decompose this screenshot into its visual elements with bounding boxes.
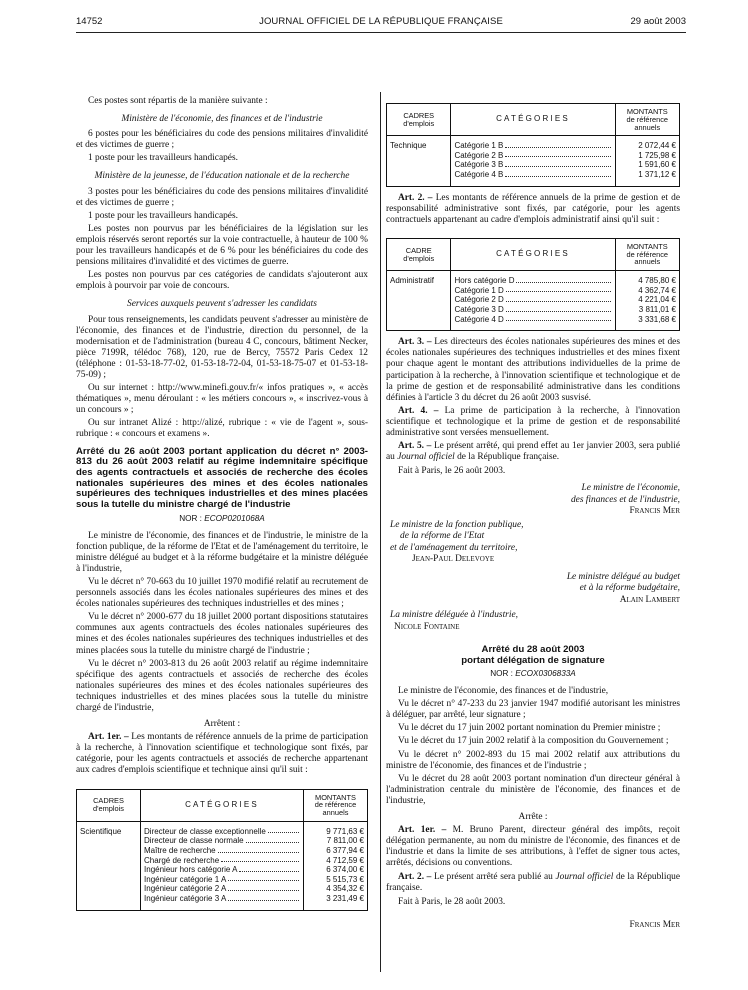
article-2-label: Art. 2. – [398,192,433,203]
article-1-label: Art. 1er. – [88,732,129,743]
info-paragraph: Pour tous renseignements, les candidats peuvent s'adresser au ministère de l'économie, des finances et de l'industrie, direction du personnel, de la modernisation et de l'administration (bureau 4 C, concours, bâtiment Necker, pièce 7199R, télédoc 768), 120, rue de Bercy, 75572 Paris Cedex 12 (téléphone : 01-53-18-77-02, 01-53-18-72-04, 01-53-18-75-07 et 01-53-18-75-09) ; [76,314,368,380]
article-5 [386,441,680,463]
signature-title: Le ministre de la fonction publique, [390,519,524,530]
table-row: Ingénieur catégorie 3 A [144,894,300,904]
table-row: Hors catégorie D [454,276,611,286]
youth-posts-1: 3 postes pour les bénéficiaires du code des pensions militaires d'invalidité et des victimes de guerre ; [76,186,368,208]
cadre-cell: Scientifique [77,821,141,910]
signature-title: La ministre déléguée à l'industrie, [390,610,518,621]
amount-value: 7 811,00 € [326,836,364,846]
article-5-text-b: de la République française. [457,452,560,463]
table-row: Catégorie 3 D [454,305,611,315]
article-text: Le présent arrêté sera publié au [434,871,553,882]
col-header-categories: CATÉGORIES [451,238,615,270]
vu-2-3: Vu le décret du 17 juin 2002 relatif à la composition du Gouvernement ; [398,736,669,747]
amount-value: 6 374,00 € [326,865,364,875]
ministry-heading-youth: Ministère de la jeunesse, de l'éducation nationale et de la recherche [94,171,350,182]
decree-2-title-line: portant délégation de signature [461,654,605,666]
amount-value: 4 354,32 € [326,884,364,894]
amount-value: 4 785,80 € [638,276,676,286]
table-row: Maître de recherche [144,846,300,856]
table-row: Ingénieur hors catégorie A [144,865,300,875]
intranet-paragraph: Ou sur intranet Alizé : http://alizé, rubrique : « vie de l'agent », sous-rubrique : « concours et examens ». [76,418,368,440]
issue-date: 29 août 2003 [630,16,686,27]
arrete-label: Arrête : [518,812,548,823]
col-header-cadres: CADRES d'emplois [77,789,141,821]
signed-at: Fait à Paris, le 26 août 2003. [398,466,506,477]
article-text: M. Bruno Parent, directeur général des impôts, reçoit délégation permanente, au nom du ministre de l'économie, des finances et de l'industrie et dans la limite de ses attributions, à l'effet de signer tous actes, arrêtés, décisions ou conventions. [386,825,681,869]
table-row: Catégorie 1 D [454,286,611,296]
table-row: Ingénieur catégorie 1 A [144,875,300,885]
vu-2-4: Vu le décret n° 2002-893 du 15 mai 2002 relatif aux attributions du ministre de l'économie, des finances et de l'industrie ; [386,749,680,771]
amount-value: 6 377,94 € [326,846,364,856]
signature-name: Jean-Paul Delevoye [412,554,495,565]
article-label: Art. 1er. – [398,825,447,836]
nor-code: ECOP0201068A [204,513,265,523]
amount-value: 3 231,49 € [326,894,364,904]
amount-value: 1 725,98 € [638,150,676,160]
youth-posts-2: 1 poste pour les travailleurs handicapés. [88,210,238,221]
table-row: Catégorie 2 B [454,151,611,161]
intro-paragraph: Ces postes sont répartis de la manière suivante : [88,96,268,106]
decree-2-article-2 [386,872,680,894]
signature-block-3 [386,572,680,606]
page-number: 14752 [76,16,103,27]
signed-at-2: Fait à Paris, le 28 août 2003. [398,896,506,907]
table-row: Catégorie 4 B [454,170,611,180]
cadre-cell: Technique [387,136,451,186]
article-5-text-a: Le présent arrêté, qui prend effet au 1er janvier 2003, sera publié au [386,441,680,463]
amount-value: 4 221,04 € [638,295,676,305]
categories-cell [451,136,615,186]
nor-reference [76,514,368,524]
table-administrative [386,238,680,331]
article-1 [76,732,368,776]
signature-title: de la réforme de l'Etat [400,531,485,542]
amount-value: 4 362,74 € [638,285,676,295]
vu-2-2: Vu le décret du 17 juin 2002 portant nomination du Premier ministre ; [398,723,661,734]
signature-block-2 [386,520,680,566]
article-3-label: Art. 3. – [398,337,432,348]
article-1-text: Les montants de référence annuels de la prime de participation à la recherche, à l'innovation scientifique et technologique sont fixés, par catégorie, pour les agents contractuels et associés de recherche appartenant aux cadres d'emplois scientifique et technique ainsi qu'il suit : [76,732,369,776]
amount-value: 3 811,01 € [638,305,676,315]
right-column [386,103,680,931]
amount-value: 9 771,63 € [326,826,364,836]
vu-decree-3: Vu le décret n° 2003-813 du 26 août 2003 relatif au régime indemnitaire spécifique des agents contractuels et associés de recherche des écoles nationales supérieures des mines et des écoles nationales supérieures des techniques industrielles et des mines placées sous la tutelle du ministre chargé de l'industrie, [76,658,368,714]
page-header [76,14,686,33]
column-divider [380,92,381,972]
table-row: Directeur de classe normale [144,836,300,846]
article-2-text: Les montants de référence annuels de la prime de gestion et de responsabilité administrative sont fixés, par catégorie, pour les agents contractuels appartenant au cadre d'emplois administratif ainsi qu'il suit : [386,192,681,225]
table-row: Catégorie 3 B [454,160,611,170]
article-4 [386,406,680,439]
table-row: Chargé de recherche [144,856,300,866]
table-row: Catégorie 1 B [454,141,611,151]
nor-code: ECOX0306833A [515,669,576,679]
col-header-categories: CATÉGORIES [451,104,615,136]
article-4-text: La prime de participation à la recherche, à l'innovation scientifique et technologique et la prime de gestion et de responsabilité administrative sont versées mensuellement. [386,405,681,438]
services-heading: Services auxquels peuvent s'adresser les candidats [127,299,317,310]
nor-label: NOR : [490,669,513,679]
col-header-cadres: CADRES d'emplois [387,104,451,136]
categories-cell [451,271,615,331]
amounts-cell [615,271,679,331]
ministry-heading-economy: Ministère de l'économie, des finances et de l'industrie [121,114,323,125]
unfilled-posts-paragraph: Les postes non pourvus par les bénéficiaires de la législation sur les emplois réservés seront reportés sur la voie contractuelle, à hauteur de 100 % pour les travailleurs handicapés et de 6 % pour les bénéficiaires du code des pensions militaires d'invalidité et des victimes de guerre. [76,223,368,268]
journal-title: JOURNAL OFFICIEL DE LA RÉPUBLIQUE FRANÇAISE [259,16,503,27]
table-row: Directeur de classe exceptionnelle [144,827,300,837]
signature-title: et à la réforme budgétaire, [579,583,680,594]
table-scientific [76,789,368,911]
col-header-montants: MONTANTS de référence annuels [303,789,367,821]
amount-value: 1 591,60 € [638,160,676,170]
table-technical [386,103,680,187]
table-row: Catégorie 2 D [454,295,611,305]
table-row: Ingénieur catégorie 2 A [144,884,300,894]
amount-value: 1 371,12 € [638,170,676,180]
vu-2-1: Vu le décret n° 47-233 du 23 janvier 1947 modifié autorisant les ministres à déléguer, par arrêté, leur signature ; [386,699,680,721]
decree-2-article-1 [386,825,680,869]
amounts-cell [615,136,679,186]
article-3-text: Les directeurs des écoles nationales supérieures des mines et des écoles nationales supérieures des techniques industrielles et des mines fixent pour chaque agent le montant des attributions individuelles de la prime de participation à la recherche, à l'innovation scientifique et technologique et de la prime de gestion et de responsabilité administrative dans les conditions définies à l'article 3 du décret du 26 août 2003 susvisé. [386,337,680,403]
signature-title: Le ministre de l'économie, [581,483,680,494]
article-text: de la République française. [386,871,681,893]
article-5-label: Art. 5. – [398,441,432,452]
article-2 [386,193,680,226]
table-row: Catégorie 4 D [454,315,611,325]
economy-posts-2: 1 poste pour les travailleurs handicapés. [88,153,238,164]
col-header-montants: MONTANTS de référence annuels [615,238,679,270]
amounts-cell [303,821,367,910]
article-5-journal: Journal officiel [397,452,455,463]
amount-value: 4 712,59 € [326,855,364,865]
decree-title: Arrêté du 26 août 2003 portant application du décret n° 2003-813 du 26 août 2003 relatif au régime indemnitaire spécifique des agents contractuels et associés de recherche des écoles nationales supérieures des mines et des écoles nationales supérieures des techniques industrielles et des mines placées sous la tutelle du ministre chargé de l'industrie [76,445,368,511]
article-label: Art. 2. – [398,871,432,882]
decree-2-title [386,645,680,666]
signature-title: Le ministre délégué au budget [566,571,680,582]
nor-reference-2 [386,669,680,679]
decree-2-title-line: Arrêté du 28 août 2003 [481,643,585,655]
signature-name: Francis Mer [629,506,680,517]
col-header-categories: CATÉGORIES [141,789,304,821]
vu-2-5: Vu le décret du 28 août 2003 portant nomination d'un directeur général à l'administration centrale du ministère de l'économie, des finances et de l'industrie, [386,773,680,806]
signature-name: Nicole Fontaine [394,621,460,632]
article-journal: Journal officiel [555,871,614,882]
col-header-montants: MONTANTS de référence annuels [615,104,679,136]
minister-paragraph-2: Le ministre de l'économie, des finances et de l'industrie, [398,686,609,697]
col-header-cadre: CADRE d'emplois [387,238,451,270]
amount-value: 3 331,68 € [638,314,676,324]
economy-posts-1: 6 postes pour les bénéficiaires du code des pensions militaires d'invalidité et des victimes de guerre ; [76,129,368,151]
left-column [76,96,368,917]
amount-value: 2 072,44 € [638,141,676,151]
vu-decree-2: Vu le décret n° 2000-677 du 18 juillet 2000 portant dispositions statutaires communes aux agents contractuels des écoles nationales supérieures des mines et des écoles nationales supérieures des techniques industrielles et des mines placées sous la tutelle du ministre chargé de l'industrie ; [76,612,368,656]
ministers-paragraph: Le ministre de l'économie, des finances et de l'industrie, le ministre de la fonction publique, de la réforme de l'Etat et de l'aménagement du territoire, le ministre délégué au budget et à la réforme budgétaire et la ministre déléguée à l'industrie, [76,530,368,574]
internet-paragraph: Ou sur internet : http://www.minefi.gouv.fr/« infos pratiques », « accès thématiques », menu déroulant : « les métiers concours », « inscrivez-vous à un concours » ; [76,383,368,416]
vu-decree-1: Vu le décret n° 70-663 du 10 juillet 1970 modifié relatif au recrutement de personnels associés dans les écoles nationales supérieures des mines et des écoles nationales supérieures des techniques industrielles et des mines ; [76,576,368,610]
cadre-cell: Administratif [387,271,451,331]
signature-title: et de l'aménagement du territoire, [390,542,518,553]
article-3 [386,337,680,404]
signature-block-4 [386,610,680,633]
unfilled-posts-paragraph-2: Les postes non pourvus par ces catégories de candidats s'ajouteront aux emplois à pourvoir par voie de concours. [76,270,368,292]
arretent-label: Arrêtent : [203,719,241,730]
signature-name: Alain Lambert [619,594,680,605]
amount-value: 5 515,73 € [326,874,364,884]
nor-label: NOR : [179,513,202,523]
article-4-label: Art. 4. – [398,405,439,416]
categories-cell [141,821,304,910]
final-signature: Francis Mer [629,919,680,930]
signature-block-1 [386,483,680,517]
signature-title: des finances et de l'industrie, [570,494,680,505]
